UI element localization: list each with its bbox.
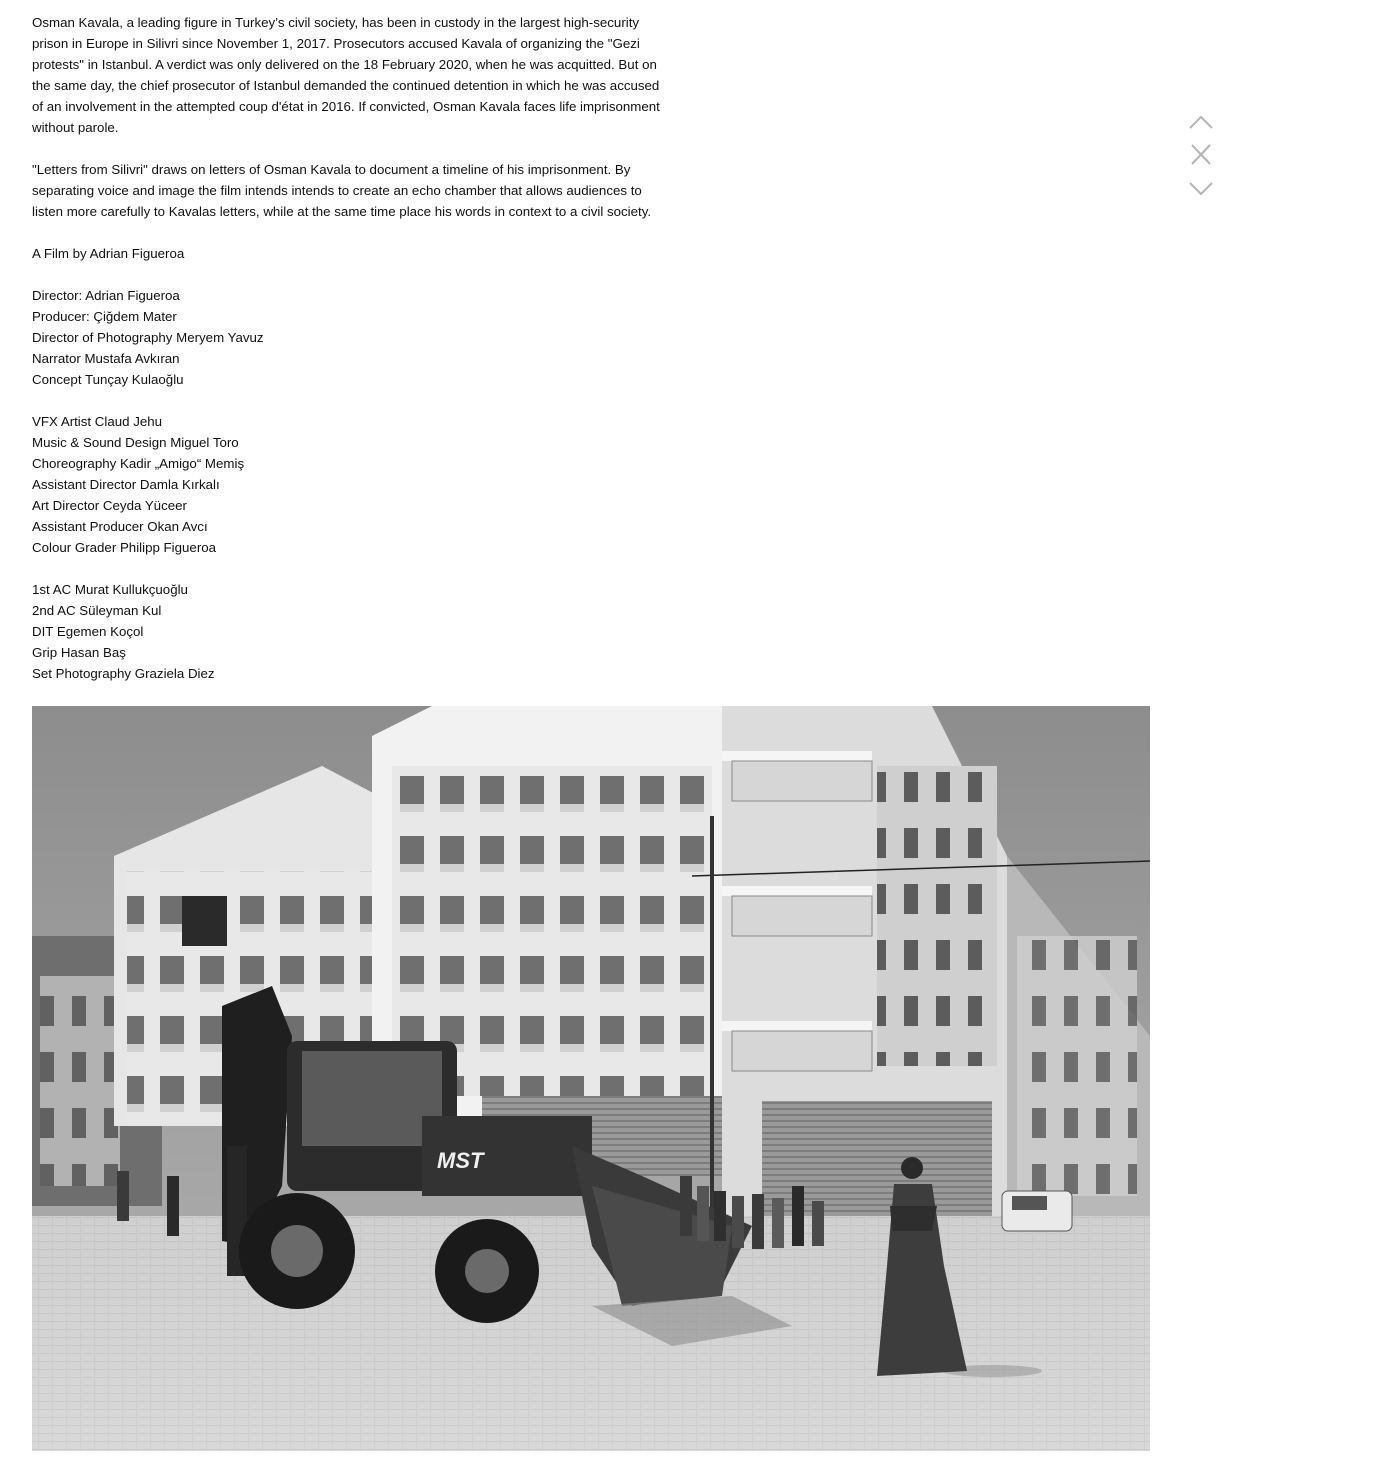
credit-line: Grip Hasan Baş (32, 645, 126, 660)
credit-line: Narrator Mustafa Avkıran (32, 351, 180, 366)
intro-paragraph-1: Osman Kavala, a leading figure in Turkey’s civil society, has been in custody in the largest high-security prison in Europe in Silivri since November 1, 2017. Prosecutors accused Kavala of organizing the "Gezi protests" in Istanbul. A verdict was only delivered on the 18 February 2020, when he was acquitted. But on the same day, the chief prosecutor of Istanbul demanded the continued detention in which he was accused of an involvement in the attempted coup d'état in 2016. If convicted, Osman Kavala faces life imprisonment without parole. (32, 15, 660, 135)
next-project-button[interactable] (1183, 176, 1219, 209)
film-byline: A Film by Adrian Figueroa (32, 246, 185, 261)
project-description (32, 12, 672, 705)
credit-line: Art Director Ceyda Yüceer (32, 498, 187, 513)
street-scene-image (32, 706, 1150, 1451)
credit-line: Music & Sound Design Miguel Toro (32, 435, 239, 450)
credit-line: Director of Photography Meryem Yavuz (32, 330, 264, 345)
credit-line: Assistant Producer Okan Avcı (32, 519, 208, 534)
credit-line: 1st AC Murat Kullukçuoğlu (32, 582, 188, 597)
credit-line: 2nd AC Süleyman Kul (32, 603, 162, 618)
credits-group-1 (32, 285, 672, 390)
credit-line: Set Photography Graziela Diez (32, 666, 215, 681)
credit-line: Choreography Kadir „Amigo“ Memiş (32, 456, 245, 471)
credits-group-2 (32, 411, 672, 558)
close-icon (1187, 143, 1215, 167)
chevron-down-icon (1187, 176, 1215, 200)
project-navigation (1183, 110, 1219, 209)
film-still-photo (32, 706, 1150, 1451)
chevron-up-icon (1187, 110, 1215, 134)
credits-group-3 (32, 579, 672, 684)
credit-line: Concept Tunçay Kulaoğlu (32, 372, 184, 387)
credit-line: Director: Adrian Figueroa (32, 288, 180, 303)
credit-line: Assistant Director Damla Kırkalı (32, 477, 220, 492)
credit-line: Producer: Çiğdem Mater (32, 309, 177, 324)
credit-line: DIT Egemen Koçol (32, 624, 144, 639)
close-button[interactable] (1183, 143, 1219, 176)
credit-line: Colour Grader Philipp Figueroa (32, 540, 217, 555)
intro-paragraph-2: "Letters from Silivri" draws on letters of Osman Kavala to document a timeline of his imprisonment. By separating voice and image the film intends intends to create an echo chamber that allows audiences to listen more carefully to Kavalas letters, while at the same time place his words in context to a civil society. (32, 162, 652, 219)
credit-line: VFX Artist Claud Jehu (32, 414, 163, 429)
previous-project-button[interactable] (1183, 110, 1219, 143)
svg-text:MST: MST (437, 1148, 484, 1173)
